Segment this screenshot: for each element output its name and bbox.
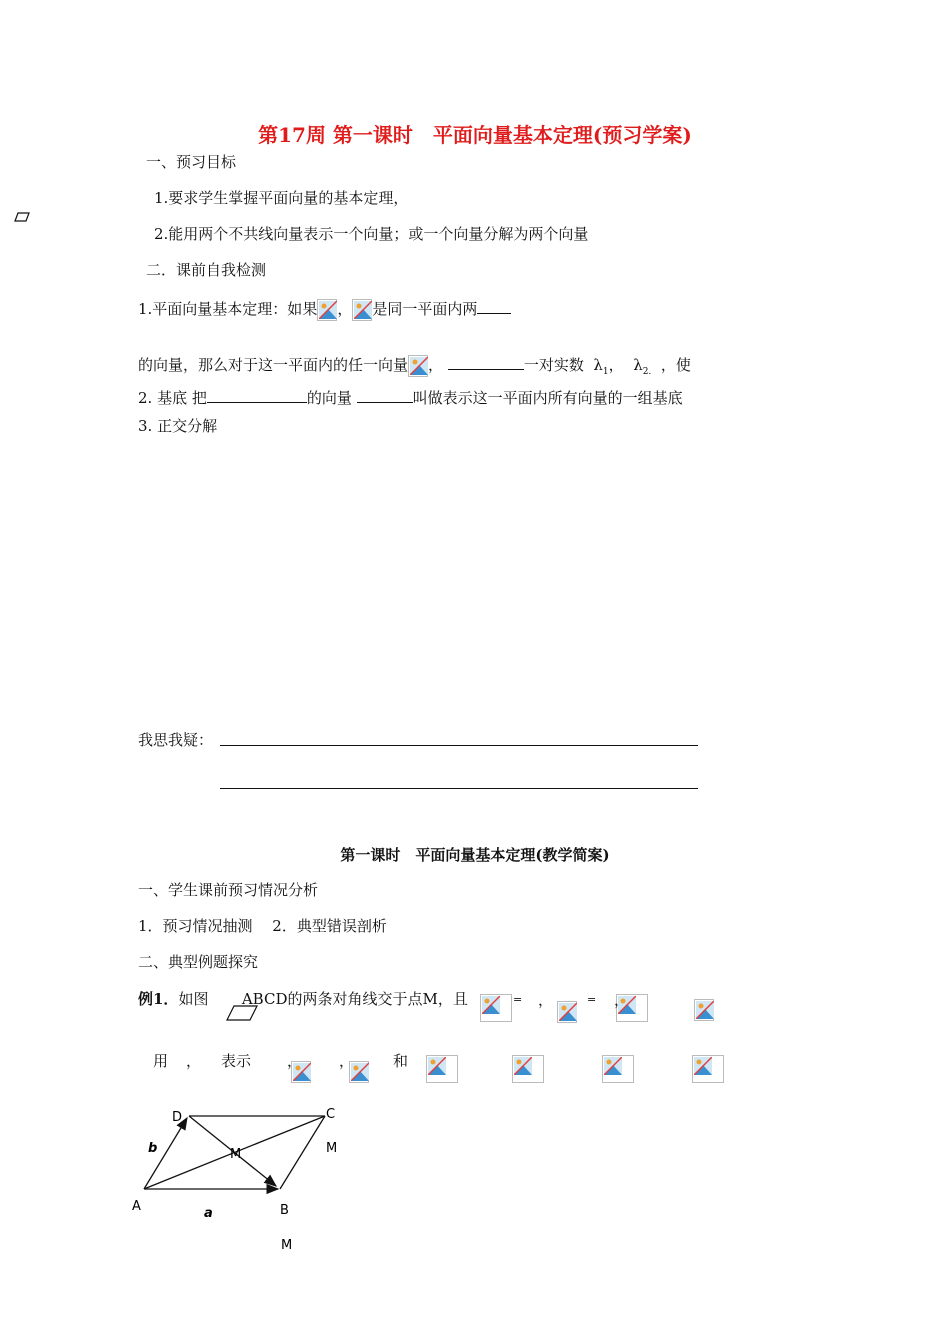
ex1-comma-2: ， xyxy=(614,991,630,1009)
reflect-label: 我思我疑： xyxy=(138,731,214,749)
parallelogram-mark-icon xyxy=(14,212,30,222)
q2-blank-2[interactable] xyxy=(357,388,413,403)
question-3: 3. 正交分解 xyxy=(138,417,218,435)
label-d: D xyxy=(172,1110,183,1125)
lambda-1: $\lambda_1$ xyxy=(593,356,609,377)
side-cb xyxy=(280,1116,325,1189)
ex1-comma-1: ， xyxy=(538,991,554,1009)
q1-blank-2[interactable] xyxy=(448,355,524,370)
q2-blank-1[interactable] xyxy=(207,388,307,403)
page-title: 第17周 第一课时 平面向量基本定理(预习学案) xyxy=(258,123,692,147)
q1-text-d: 的向量，那么对于这一平面内的任一向量 xyxy=(138,356,409,374)
vector-a-image-icon xyxy=(408,355,428,377)
section-analysis: 一、学生课前预习情况分析 xyxy=(138,881,319,899)
use-comma: ， xyxy=(186,1052,202,1070)
label-m-bottom: M xyxy=(281,1238,293,1253)
label-c: C xyxy=(326,1107,336,1122)
and-label: 和 xyxy=(393,1052,409,1070)
label-b-vector: b xyxy=(148,1141,158,1156)
equals-mark-1: = xyxy=(513,993,523,1006)
express-comma-1: ， xyxy=(287,1052,303,1070)
ex1-text-a: 如图 xyxy=(178,990,209,1008)
section-preview-goals: 一、预习目标 xyxy=(146,153,237,171)
q1-text-c: 是同一平面内两 xyxy=(372,300,478,318)
reflect-line-2[interactable] xyxy=(220,788,698,789)
question-1-line-2 xyxy=(138,355,691,382)
q1-comma-2: ， xyxy=(428,356,444,374)
q1-blank-1[interactable] xyxy=(477,299,511,314)
parallelogram-symbol-icon xyxy=(226,1005,258,1021)
express-comma-2: ， xyxy=(339,1052,355,1070)
vector-mc-image-icon xyxy=(602,1055,634,1083)
equals-mark-2: = xyxy=(587,993,597,1006)
reflect-line-1[interactable] xyxy=(220,745,698,746)
goal-1: 1.要求学生掌握平面向量的基本定理， xyxy=(154,189,409,207)
q1-text-h: ，使 xyxy=(660,356,691,374)
q2-text-c: 叫做表示这一平面内所有向量的一组基底 xyxy=(412,389,683,407)
analysis-items: 1．预习情况抽测 2．典型错误剖析 xyxy=(138,917,387,935)
q1-text-a: 1.平面向量基本定理：如果 xyxy=(138,300,318,318)
label-m-center: M xyxy=(230,1147,242,1162)
vector-ab-image-icon xyxy=(480,994,512,1022)
section-examples: 二、典型例题探究 xyxy=(138,953,259,971)
question-2 xyxy=(138,388,683,408)
label-a-point: A xyxy=(132,1199,141,1214)
vector-mb-image-icon xyxy=(512,1055,544,1083)
q2-text-a: 2. 基底 把 xyxy=(138,389,207,407)
q2-text-b: 的向量 xyxy=(306,389,352,407)
label-b-point: B xyxy=(280,1203,289,1218)
q1-comma-3: ， xyxy=(608,356,624,374)
vector-e2-image-icon xyxy=(352,299,372,321)
label-a-vector: a xyxy=(204,1206,213,1221)
vector-md-image-icon xyxy=(692,1055,724,1083)
vector-a-ex-image-icon xyxy=(557,1001,577,1023)
lesson-title: 第一课时 平面向量基本定理(教学简案) xyxy=(340,846,610,864)
example-1-line-1 xyxy=(138,989,468,1009)
lambda-2: $\lambda_{2.}$ xyxy=(633,356,652,377)
vector-e1-image-icon xyxy=(317,299,337,321)
goal-2: 2.能用两个不共线向量表示一个向量；或一个向量分解为两个向量 xyxy=(154,225,589,243)
q1-comma: ， xyxy=(337,300,353,318)
vector-ma-image-icon xyxy=(426,1055,458,1083)
label-m-right: M xyxy=(326,1141,338,1156)
question-1-line-1 xyxy=(138,299,511,321)
vector-b-ex-image-icon xyxy=(694,999,714,1021)
parallelogram-figure xyxy=(120,1100,380,1260)
use-label: 用 xyxy=(153,1052,169,1070)
section-self-check: 二．课前自我检测 xyxy=(146,261,267,279)
ex1-text-b: ABCD的两条对角线交于点M，且 xyxy=(241,990,468,1008)
example-1-label: 例1． xyxy=(138,990,179,1008)
q1-text-f: 一对实数 xyxy=(523,356,584,374)
express-label: 表示 xyxy=(221,1052,252,1070)
